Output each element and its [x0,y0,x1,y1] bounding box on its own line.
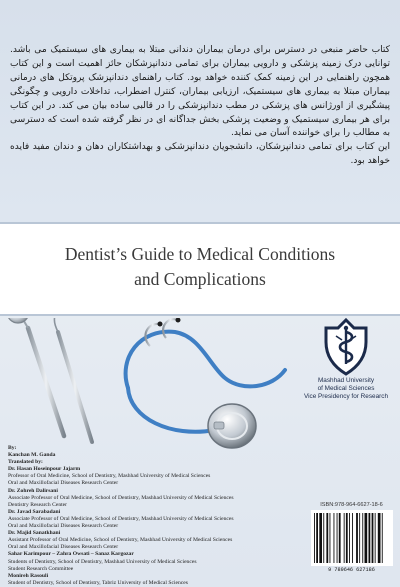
author-affiliation: Dentistry Research Center [8,501,68,508]
author-name: Dr. Javad Sarabadani [8,508,61,515]
university-logo-icon [318,318,374,376]
english-title-band [0,222,400,316]
author-name: Kanchan M. Ganda [8,452,56,459]
book-title-line-2: and Complications [134,269,266,289]
author-list [8,452,288,587]
author-name: Translated by: [8,459,43,466]
barcode-icon [311,510,393,566]
author-name: Dr. Hasan Hoseinpour Jajarm [8,466,81,473]
author-affiliation: Assistant Professor of Oral Medicine, School of Dentistry, Mashhad University of Medical Sciences [8,537,233,544]
author-name: Dr. Majid Sanatkhani [8,530,61,537]
publisher-name-line-1: Mashhad University [317,377,375,384]
publisher-block [296,318,396,400]
author-name: Dr. Zohreh Dalirsani [8,487,58,494]
author-affiliation: Associate Professor of Oral Medicine, School of Dentistry, Mashhad University of Medical Sciences [8,515,234,522]
author-affiliation: Professor of Oral Medicine, School of Dentistry, Mashhad University of Medical Sciences [8,473,211,480]
persian-description-panel [0,0,400,222]
publisher-name-line-2: of Medical Sciences [317,384,375,392]
author-affiliation: Associate Professor of Oral Medicine, School of Dentistry, Mashhad University of Medical Sciences [8,494,234,501]
author-name: Sahar Karimpour – Zahra Owsati – Sanaz Kargozar [8,551,134,558]
medical-tools-illustration [0,318,296,458]
author-name: Monireh Rasouli [8,572,49,579]
stethoscope-icon [126,318,285,448]
barcode-number: 9 789646 627186 [328,567,375,573]
author-credits [8,445,288,587]
by-label: By: [8,445,17,451]
author-affiliation: Oral and Maxillofacial Diseases Research Center [8,544,119,551]
author-affiliation: Oral and Maxillofacial Diseases Research Center [8,523,119,530]
publisher-name-line-3: Vice Presidency for Research [303,392,389,400]
author-affiliation: Student of Dentistry, School of Dentistry, Tabriz University of Medical Sciences [8,579,188,586]
author-affiliation: Oral and Maxillofacial Diseases Research Center [8,480,119,487]
persian-paragraph-2: این کتاب برای تمامی دندانپزشکان، دانشجویان دندانپزشکی و بهداشتکاران دهان و دندان مفید فایده خواهد بود. [10,142,390,167]
author-affiliation: Student Research Committee [8,565,74,572]
persian-description [10,44,390,169]
isbn-label: ISBN:978-964-6627-18-6 [320,502,383,508]
author-affiliation: Students of Dentistry, School of Dentistry, Mashhad University of Medical Sciences [8,558,197,565]
book-title-line-1: Dentist’s Guide to Medical Conditions [64,244,336,264]
dental-mirror-icon [7,318,64,436]
persian-paragraph-1: کتاب حاضر منبعی در دسترس برای درمان بیماران دندانی مبتلا به بیماری های سیستمیک می باشد. توانایی درک زمینه پزشکی و دارویی بیماران برای تمامی دندانپزشکان حائز اهمیت است و این کتاب همچون راهنمایی در این زمینه کمک کننده خواهد بود. کتاب راهنمای دندانپزشک پروتکل های درمانی بیماران مبتلا به بیماری های سیستمیک، ارزیابی بیماران، کنترل اضطراب، تداخلات دارویی و چگونگی پیشگیری از اورژانس های پزشکی در مطب دندانپزشکی را در قالبی ساده بیان می کند. در این کتاب برای هر بیماری سیستمیک و وضعیت پزشکی بخش جداگانه ای در نظر گرفته شده است که دسترسی به مطالب را برای خواننده آسان می نماید. [10,45,390,139]
